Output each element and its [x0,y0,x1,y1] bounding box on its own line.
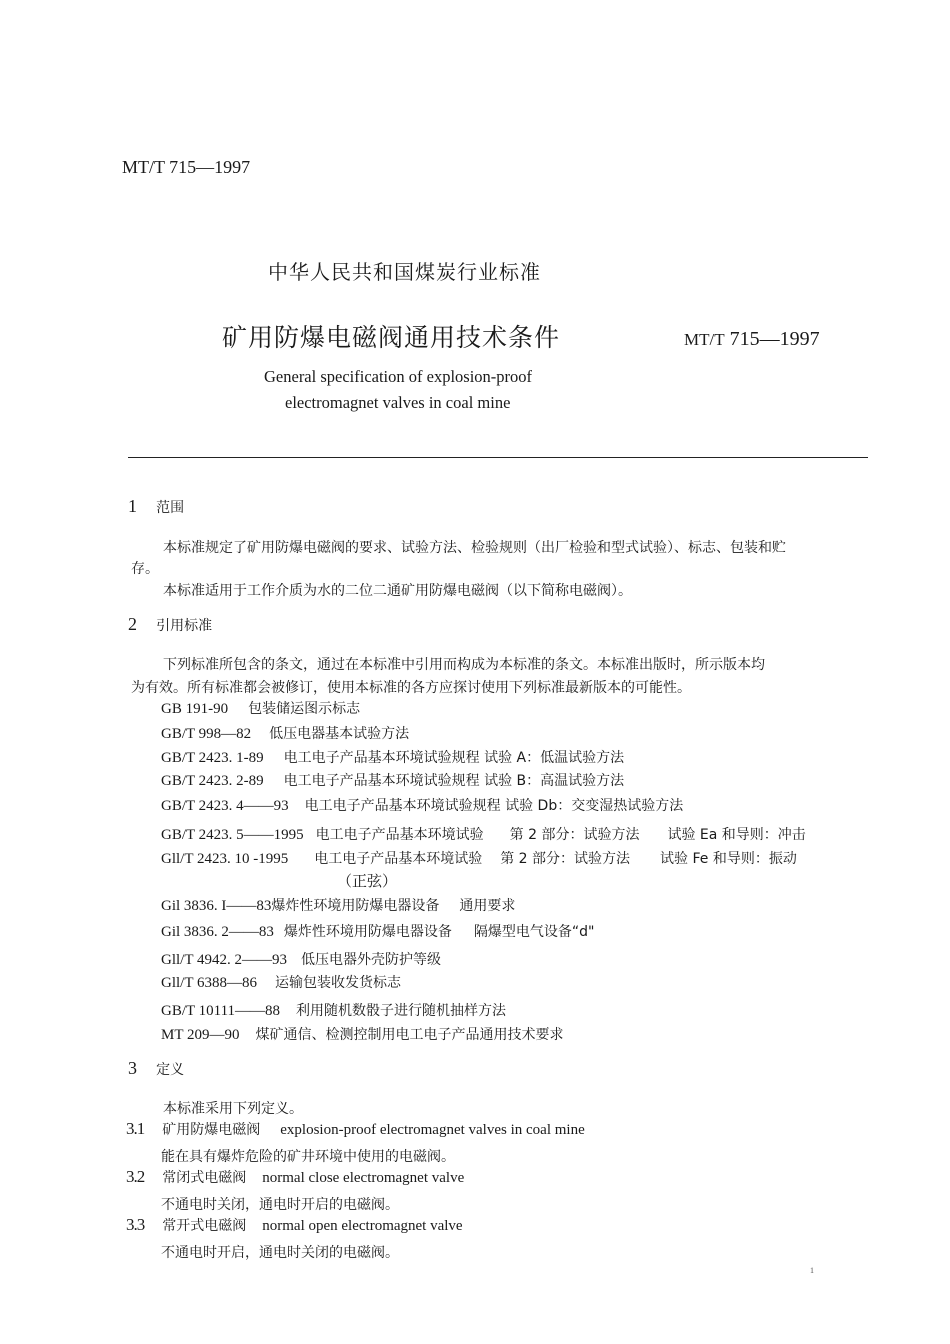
definition-number: 3.3 [126,1215,145,1234]
definition-heading [126,1167,464,1187]
reference-item [161,747,624,767]
reference-code: GB/T 998—82 [161,726,252,742]
section-2-para-line-1: 下列标准所包含的条文，通过在本标准中引用而构成为本标准的条文。本标准出版时，所示版本均 [163,657,765,673]
section-1-para-1-line-2: 存。 [131,561,159,577]
definition-heading [126,1119,585,1139]
reference-item [161,848,797,868]
reference-title: 爆炸性环境用防爆电器设备 [283,924,452,940]
side-code-number: 715—1997 [729,328,820,350]
section-1-heading [128,496,184,517]
reference-tail: 试验 Ea 和导则：冲击 [667,827,806,843]
reference-item [161,1024,563,1044]
reference-part: 第 2 部分：试验方法 [509,827,640,843]
organization-title: 中华人民共和国煤炭行业标准 [268,260,541,284]
reference-code: Gil 3836. I——83 [161,898,272,914]
definition-term-cn: 常闭式电磁阀 [162,1170,247,1186]
reference-title: 煤矿通信、检测控制用电工电子产品通用技术要求 [255,1027,564,1043]
reference-code: GB/T 2423. 2-89 [161,773,264,789]
reference-tail: 隔爆型电气设备“d" [473,924,595,940]
reference-title: 电工电子产品基本环境试验规程 试验 Db：交变湿热试验方法 [304,798,684,814]
definition-term-cn: 矿用防爆电磁阀 [162,1122,261,1138]
definition-term-en: normal open electromagnet valve [262,1218,463,1234]
section-3-heading [128,1058,184,1079]
definition-number: 3.2 [126,1167,145,1186]
definition-number: 3.1 [126,1119,145,1138]
reference-item [161,949,441,969]
reference-code: MT 209—90 [161,1027,240,1043]
reference-tail: 试验 Fe 和导则：振动 [660,851,797,867]
section-title: 范围 [156,500,185,516]
section-number: 2 [128,614,137,634]
reference-title: 电工电子产品基本环境试验 [314,851,483,867]
definition-description: 不通电时开启，通电时关闭的电磁阀。 [161,1245,399,1261]
section-3-intro: 本标准采用下列定义。 [163,1101,303,1117]
reference-tail: 通用要求 [459,898,516,914]
reference-code: GB/T 10111——88 [161,1003,281,1019]
reference-code: Gll/T 6388—86 [161,975,257,991]
reference-code: GB 191-90 [161,701,229,717]
section-number: 1 [128,496,137,516]
reference-item [161,723,409,743]
document-title: 矿用防爆电磁阀通用技术条件 [222,323,561,352]
definition-description: 能在具有爆炸危险的矿井环境中使用的电磁阀。 [161,1149,455,1165]
reference-code: Gil 3836. 2——83 [161,924,274,940]
section-1-para-1-line-1: 本标准规定了矿用防爆电磁阀的要求、试验方法、检验规则（出厂检验和型式试验）、标志、包装和贮 [163,540,786,556]
header-standard-code: MT/T 715—1997 [122,157,251,177]
reference-title: 利用随机数骰子进行随机抽样方法 [296,1003,507,1019]
reference-item [161,921,595,941]
definition-term-en: explosion-proof electromagnet valves in coal mine [280,1122,585,1138]
reference-title: 低压电器外壳防护等级 [300,952,441,968]
reference-item [161,1000,506,1020]
header-divider [128,457,868,458]
reference-item [161,698,360,718]
side-standard-code [684,328,820,351]
section-number: 3 [128,1058,137,1078]
reference-title: 运输包装收发货标志 [274,975,401,991]
reference-item [161,770,624,790]
reference-code: Gll/T 2423. 10 -1995 [161,851,289,867]
section-title: 引用标准 [156,618,213,634]
reference-title: 电工电子产品基本环境试验规程 试验 B：高温试验方法 [283,773,625,789]
section-1-para-2: 本标准适用于工作介质为水的二位二通矿用防爆电磁阀（以下简称电磁阀）。 [163,583,632,599]
reference-code: Gll/T 4942. 2——93 [161,952,287,968]
english-title-line-2: electromagnet valves in coal mine [285,393,511,412]
reference-continuation: （正弦） [337,872,398,890]
page-number: 1 [810,1266,814,1275]
reference-code: GB/T 2423. 5——1995 [161,827,304,843]
section-title: 定义 [156,1062,185,1078]
reference-title: 低压电器基本试验方法 [269,726,410,742]
definition-heading [126,1215,463,1235]
reference-title: 电工电子产品基本环境试验 [315,827,484,843]
reference-item [161,895,515,915]
reference-title: 爆炸性环境用防爆电器设备 [271,898,440,914]
reference-item [161,795,683,815]
reference-code: GB/T 2423. 4——93 [161,798,289,814]
section-2-heading [128,614,212,635]
reference-item [161,824,806,844]
definition-term-cn: 常开式电磁阀 [162,1218,247,1234]
reference-item [161,972,401,992]
definition-description: 不通电时关闭，通电时开启的电磁阀。 [161,1197,399,1213]
reference-part: 第 2 部分：试验方法 [500,851,631,867]
reference-code: GB/T 2423. 1-89 [161,750,264,766]
side-code-prefix: MT/T [684,330,725,349]
section-2-para-line-2: 为有效。所有标准都会被修订，使用本标准的各方应探讨使用下列标准最新版本的可能性。 [131,680,691,696]
english-title-line-1: General specification of explosion-proof [264,367,533,386]
reference-title: 电工电子产品基本环境试验规程 试验 A：低温试验方法 [283,750,625,766]
reference-title: 包装储运图示标志 [248,701,361,717]
definition-term-en: normal close electromagnet valve [262,1170,465,1186]
